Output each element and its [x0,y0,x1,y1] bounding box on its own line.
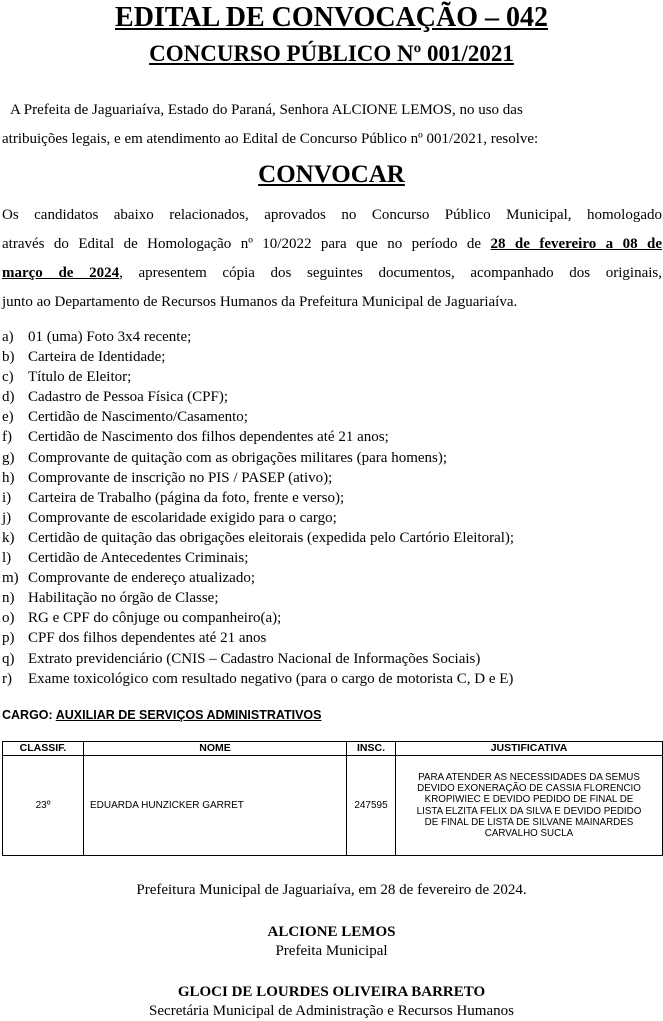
document-title: EDITAL DE CONVOCAÇÃO – 042 [115,2,548,33]
list-item-text: Comprovante de endereço atualizado; [28,570,255,587]
cargo-line [2,707,321,723]
list-item [2,468,662,488]
list-item-text: Exame toxicológico com resultado negativo (para o cargo de motorista C, D e E) [28,670,514,687]
list-item-text: Carteira de Trabalho (página da foto, frente e verso); [28,489,345,506]
list-item-text: 01 (uma) Foto 3x4 recente; [28,329,192,345]
list-item [2,628,662,648]
list-item-text: Título de Eleitor; [28,369,132,386]
list-item [2,508,662,528]
list-item [2,347,662,367]
list-item-text: Habilitação no órgão de Classe; [28,590,219,607]
header-justificativa: JUSTIFICATIVA [396,742,663,756]
justificativa-line: KROPIWIEC E DEVIDO PEDIDO DE FINAL DE [424,794,634,806]
list-item-text: Comprovante de quitação com as obrigações militares (para homens); [28,449,448,466]
list-item-text: Certidão de Nascimento dos filhos dependentes até 21 anos; [28,429,389,446]
intro-paragraph [2,96,662,154]
period-start: 28 de fevereiro a 08 de [490,236,663,252]
justificativa-line: CARVALHO SUCLA [484,827,574,839]
header-classif: CLASSIF. [3,742,84,756]
list-item-text: CPF dos filhos dependentes até 21 anos [28,630,267,647]
signer-2-name: GLOCI DE LOURDES OLIVEIRA BARRETO [177,984,486,1000]
body-line-1: Os candidatos abaixo relacionados, aprovados no Concurso Público Municipal, homologado [2,207,662,223]
list-item-letter: n) [2,590,15,607]
list-item-letter: f) [2,429,12,446]
body-paragraph [2,201,662,317]
list-item [2,608,662,628]
list-item-text: Carteira de Identidade; [28,349,166,366]
cell-classif: 23º [3,756,84,856]
list-item-text: Comprovante de escolaridade exigido para o cargo; [28,509,337,526]
justificativa-line: DE FINAL DE LISTA DE SILVANE MAINARDES [424,816,634,828]
cell-nome: EDUARDA HUNZICKER GARRET [84,756,347,856]
body-line-3 [2,259,662,288]
list-item-letter: l) [2,550,12,567]
signer-1-name: ALCIONE LEMOS [267,924,396,940]
list-item-letter: j) [2,509,12,526]
intro-line-2: atribuições legais, e em atendimento ao Edital de Concurso Público nº 001/2021, resolve: [2,131,539,147]
list-item-letter: e) [2,409,14,426]
list-item [2,528,662,548]
list-item [2,649,662,669]
list-item-letter: d) [2,389,15,406]
justificativa-line: PARA ATENDER AS NECESSIDADES DA SEMUS [418,771,640,783]
list-item-text: Certidão de Nascimento/Casamento; [28,409,248,426]
list-item-text: Certidão de Antecedentes Criminais; [28,550,249,567]
list-item [2,488,662,508]
list-item-letter: p) [2,630,15,647]
list-item [2,427,662,447]
justificativa-line: LISTA ELZITA FELIX DA SILVA E DEVIDO PEDIDO [416,805,642,817]
list-item [2,448,662,468]
list-item-letter: o) [2,610,15,627]
intro-line-1-text: A Prefeita de Jaguariaíva, Estado do Paraná, Senhora ALCIONE LEMOS, no uso das [10,102,523,118]
list-item-letter: g) [2,449,15,466]
period-end: março de 2024 [2,265,120,281]
list-item-letter: b) [2,349,15,366]
list-item [2,367,662,387]
table-row [3,756,663,856]
cargo-value: AUXILIAR DE SERVIÇOS ADMINISTRATIVOS [55,708,322,722]
signer-1-role: Prefeita Municipal [275,943,388,959]
list-item [2,407,662,427]
list-item-letter: a) [2,329,14,345]
list-item [2,327,662,347]
cell-insc: 247595 [347,756,396,856]
table-header-row [3,742,663,756]
date-line: Prefeitura Municipal de Jaguariaíva, em 28 de fevereiro de 2024. [136,882,527,898]
list-item-letter: q) [2,650,15,667]
list-item-text: RG e CPF do cônjuge ou companheiro(a); [28,610,282,627]
signer-2-role: Secretária Municipal de Administração e Recursos Humanos [149,1003,514,1019]
list-item-letter: r) [2,670,12,687]
justificativa-line: DEVIDO EXONERAÇÃO DE CASSIA FLORENCIO [417,783,641,795]
list-item [2,387,662,407]
document-subtitle: CONCURSO PÚBLICO Nº 001/2021 [149,41,514,66]
list-item-letter: m) [2,570,19,587]
cell-justificativa [396,756,663,856]
body-line-3-text: , apresentem cópia dos seguintes documentos, acompanhado dos originais, [119,265,663,281]
list-item-text: Certidão de quitação das obrigações eleitorais (expedida pelo Cartório Eleitoral); [28,529,515,546]
list-item-letter: c) [2,369,14,386]
list-item-letter: i) [2,489,12,506]
list-item [2,568,662,588]
body-line-2 [2,230,662,259]
list-item [2,548,662,568]
header-nome: NOME [84,742,347,756]
intro-line-1 [2,96,662,125]
documents-list [2,327,662,689]
list-item-text: Extrato previdenciário (CNIS – Cadastro Nacional de Informações Sociais) [28,650,481,667]
header-insc: INSC. [347,742,396,756]
list-item-text: Comprovante de inscrição no PIS / PASEP (ativo); [28,469,333,486]
body-line-4: junto ao Departamento de Recursos Humanos da Prefeitura Municipal de Jaguariaíva. [2,294,518,310]
body-line-2-text: através do Edital de Homologação nº 10/2022 para que no período de [2,236,482,252]
list-item [2,588,662,608]
list-item-letter: h) [2,469,15,486]
list-item-text: Cadastro de Pessoa Física (CPF); [28,389,228,406]
cargo-label: CARGO: [2,708,53,722]
candidates-table [2,741,663,856]
list-item [2,669,662,689]
list-item-letter: k) [2,529,15,546]
convocar-heading: CONVOCAR [258,161,405,188]
